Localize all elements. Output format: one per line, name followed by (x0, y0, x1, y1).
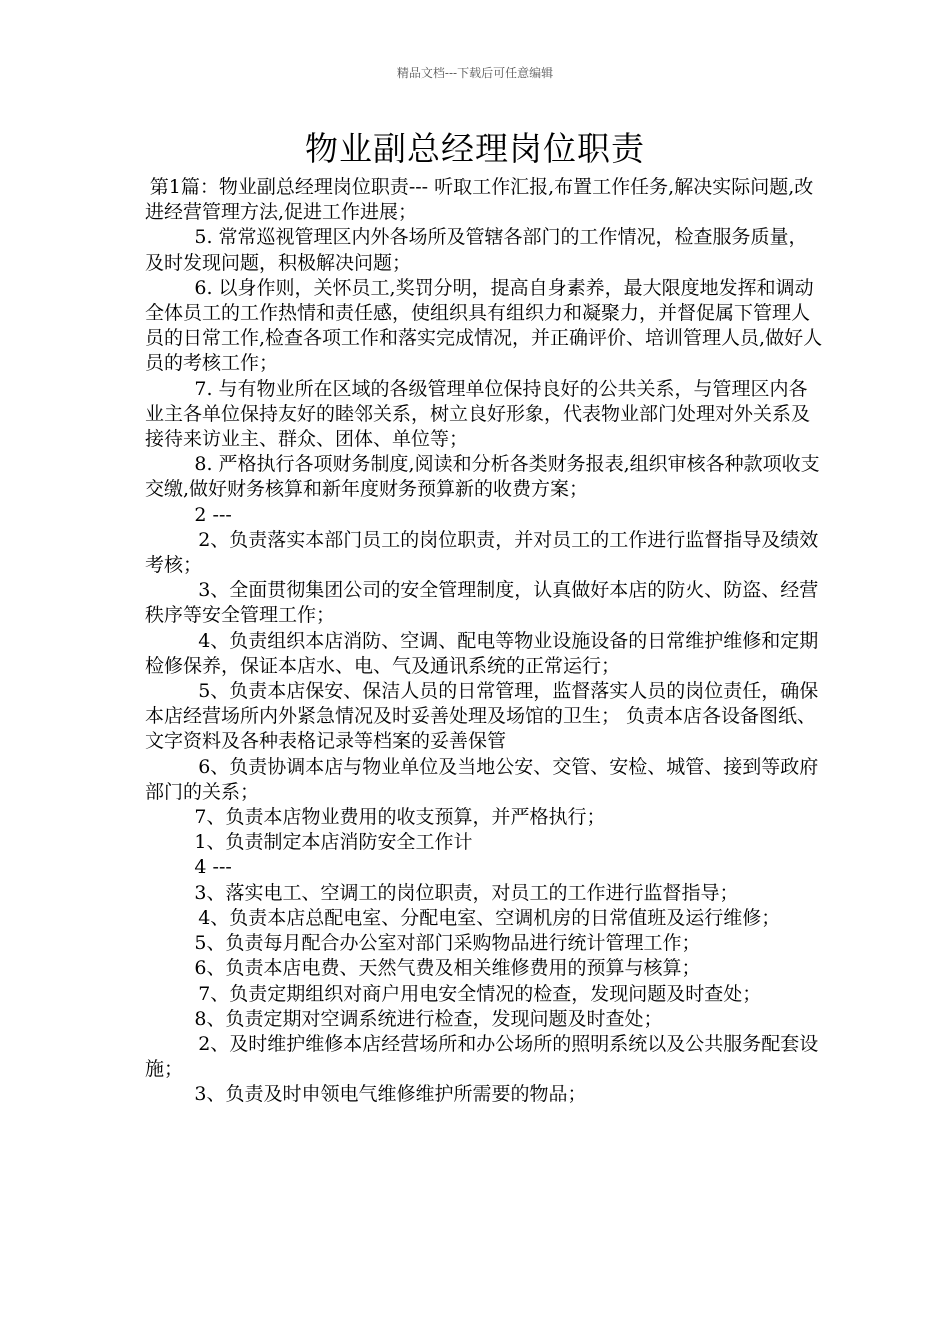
paragraph: 4、负责组织本店消防、空调、配电等物业设施设备的日常维护维修和定期检修保养，保证本店水、电、气及通讯系统的正常运行； (145, 629, 819, 677)
document-title: 物业副总经理岗位职责 (305, 129, 645, 168)
paragraph: 5. 常常巡视管理区内外各场所及管辖各部门的工作情况，检查服务质量，及时发现问题，积极解决问题； (145, 226, 808, 274)
paragraph: 8. 严格执行各项财务制度,阅读和分析各类财务报表,组织审核各种款项收支交缴,做好财务核算和新年度财务预算新的收费方案； (145, 453, 820, 501)
paragraph: 3、负责及时申领电气维修维护所需要的物品； (194, 1083, 587, 1106)
section-marker: 4 --- (194, 856, 232, 879)
paragraph: 5、负责每月配合办公室对部门采购物品进行统计管理工作； (194, 932, 701, 955)
paragraph: 3、全面贯彻集团公司的安全管理制度，认真做好本店的防火、防盗、经营秩序等安全管理工作； (145, 579, 819, 627)
page-header: 精品文档---下载后可任意编辑 (396, 66, 554, 80)
document-body (145, 175, 825, 1108)
paragraph: 4、负责本店总配电室、分配电室、空调机房的日常值班及运行维修； (198, 906, 781, 929)
paragraph: 6、负责协调本店与物业单位及当地公安、交管、安检、城管、接到等政府部门的关系； (145, 755, 819, 803)
paragraph: 3、落实电工、空调工的岗位职责，对员工的工作进行监督指导； (194, 881, 739, 904)
paragraph-intro: 第1篇：物业副总经理岗位职责--- 听取工作汇报,布置工作任务,解决实际问题,改进经营管理方法,促进工作进展； (145, 176, 814, 224)
paragraph: 6. 以身作则，关怀员工,奖罚分明，提高自身素养，最大限度地发挥和调动全体员工的工作热情和责任感，使组织具有组织力和凝聚力，并督促属下管理人员的日常工作,检查各项工作和落实完成情况，并正确评价、培训管理人员,做好人员的考核工作； (145, 276, 823, 375)
paragraph: 5、负责本店保安、保洁人员的日常管理，监督落实人员的岗位责任，确保本店经营场所内外紧急情况及时妥善处理及场馆的卫生； 负责本店各设备图纸、文字资料及各种表格记录等档案的妥善保管 (145, 680, 819, 753)
section-marker: 2 --- (194, 503, 232, 526)
paragraph: 1、负责制定本店消防安全工作计 (194, 831, 473, 854)
paragraph: 8、负责定期对空调系统进行检查，发现问题及时查处； (194, 1007, 663, 1030)
paragraph: 2、负责落实本部门员工的岗位职责，并对员工的工作进行监督指导及绩效考核； (145, 528, 819, 577)
paragraph: 7、负责定期组织对商户用电安全情况的检查，发现问题及时查处； (198, 982, 762, 1005)
paragraph: 7. 与有物业所在区域的各级管理单位保持良好的公共关系，与管理区内各业主各单位保持友好的睦邻关系，树立良好形象，代表物业部门处理对外关系及接待来访业主、群众、团体、单位等； (145, 377, 811, 451)
paragraph: 6、负责本店电费、天然气费及相关维修费用的预算与核算； (194, 957, 701, 980)
paragraph: 7、负责本店物业费用的收支预算，并严格执行； (194, 806, 606, 829)
paragraph: 2、及时维护维修本店经营场所和办公场所的照明系统以及公共服务配套设施； (145, 1032, 819, 1081)
